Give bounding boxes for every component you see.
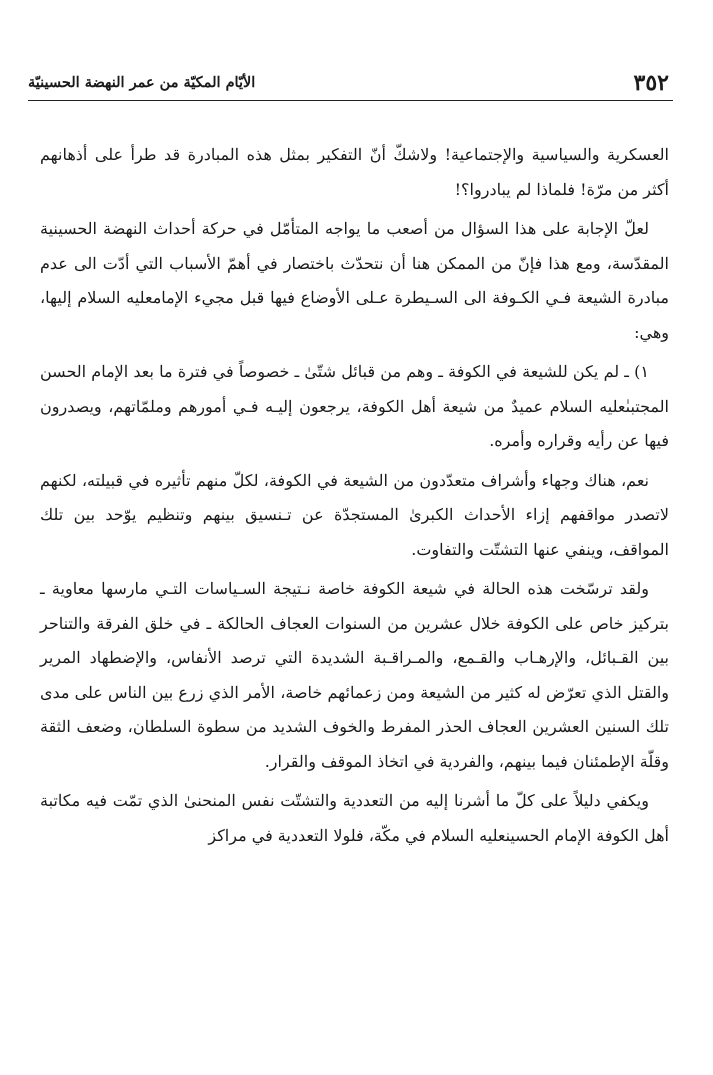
page-header — [28, 64, 669, 98]
paragraph-continuation: العسكرية والسياسية والإجتماعية! ولاشكّ أنّ التفكير بمثل هذه المبادرة قد طرأ على أذهانهم أكثر من مرّة! فلماذا لم يبادروا؟! — [40, 145, 669, 199]
paragraph-reason-one: ١) ـ لم يكن للشيعة في الكوفة ـ وهم من قبائل شتّىٰ ـ خصوصاً في فترة ما بعد الإمام الحسن المجتبىٰعليه السلام عميدٌ من شيعة أهل الكوفة، يرجعون إليـه فـي أمورهم وملمّاتهم، ويصدرون فيها عن رأيه وقراره وأمره. — [40, 362, 669, 450]
header-rule — [28, 100, 673, 101]
running-title: الأيّام المكيّة من عمر النهضة الحسينيّة — [28, 74, 256, 91]
paragraph-notables: نعم، هناك وجهاء وأشراف متعدّدون من الشيعة في الكوفة، لكلّ منهم تأثيره في قبيلته، لكنهم لاتصدر مواقفهم إزاء الأحداث الكبرىٰ المستجدّة عن تـنسيق بينهم وتنظيم يوّحد بين تلك المواقف، وينفي عنها التشتّت والتفاوت. — [40, 470, 669, 559]
paragraph-question: لعلّ الإجابة على هذا السؤال من أصعب ما يواجه المتأمّل في حركة أحداث النهضة الحسينية المقدّسة، ومع هذا فإنّ من الممكن هنا أن نتحدّث باختصار في أهمّ الأسباب التي أدّت الى عدم مبادرة الشيعة فـي الكـوفة الى السـيطرة عـلى الأوضاع فيها قبل مجيء الإمامعليه السلام إليها، وهي: — [40, 219, 669, 342]
paragraph-muawiya-policies: ولقد ترسّخت هذه الحالة في شيعة الكوفة خاصة نـتيجة السـياسات التـي مارسها معاوية ـ بتركيز خاص على الكوفة خلال عشرين من السنوات العجاف الحالكة ـ في خلق الفرقة والتناحر بين القـبائل، والإرهـاب والقـمع، والمـراقـبة الشديدة التي ترصد الأنفاس، والإضطهاد المرير والقتل الذي تعرّض له كثير من الشيعة ومن زعمائهم خاصة، الأمر الذي زرع بين الناس على مدى تلك السنين العشرين العجاف الحذر المفرط والخوف الشديد من سطوة السلطان، وضعف الثقة وقلّة الإطمئنان فيما بينهم، والفردية في اتخاذ الموقف والقرار. — [40, 579, 669, 771]
body-text — [40, 138, 669, 858]
paragraph-evidence: ويكفي دليلاً على كلّ ما أشرنا إليه من التعددية والتشتّت نفس المنحنىٰ الذي تمّت فيه مكاتبة أهل الكوفة الإمام الحسينعليه السلام في مكّة، فلولا التعددية في مراكز — [40, 791, 669, 845]
page-number: ٣٥٢ — [633, 70, 669, 96]
